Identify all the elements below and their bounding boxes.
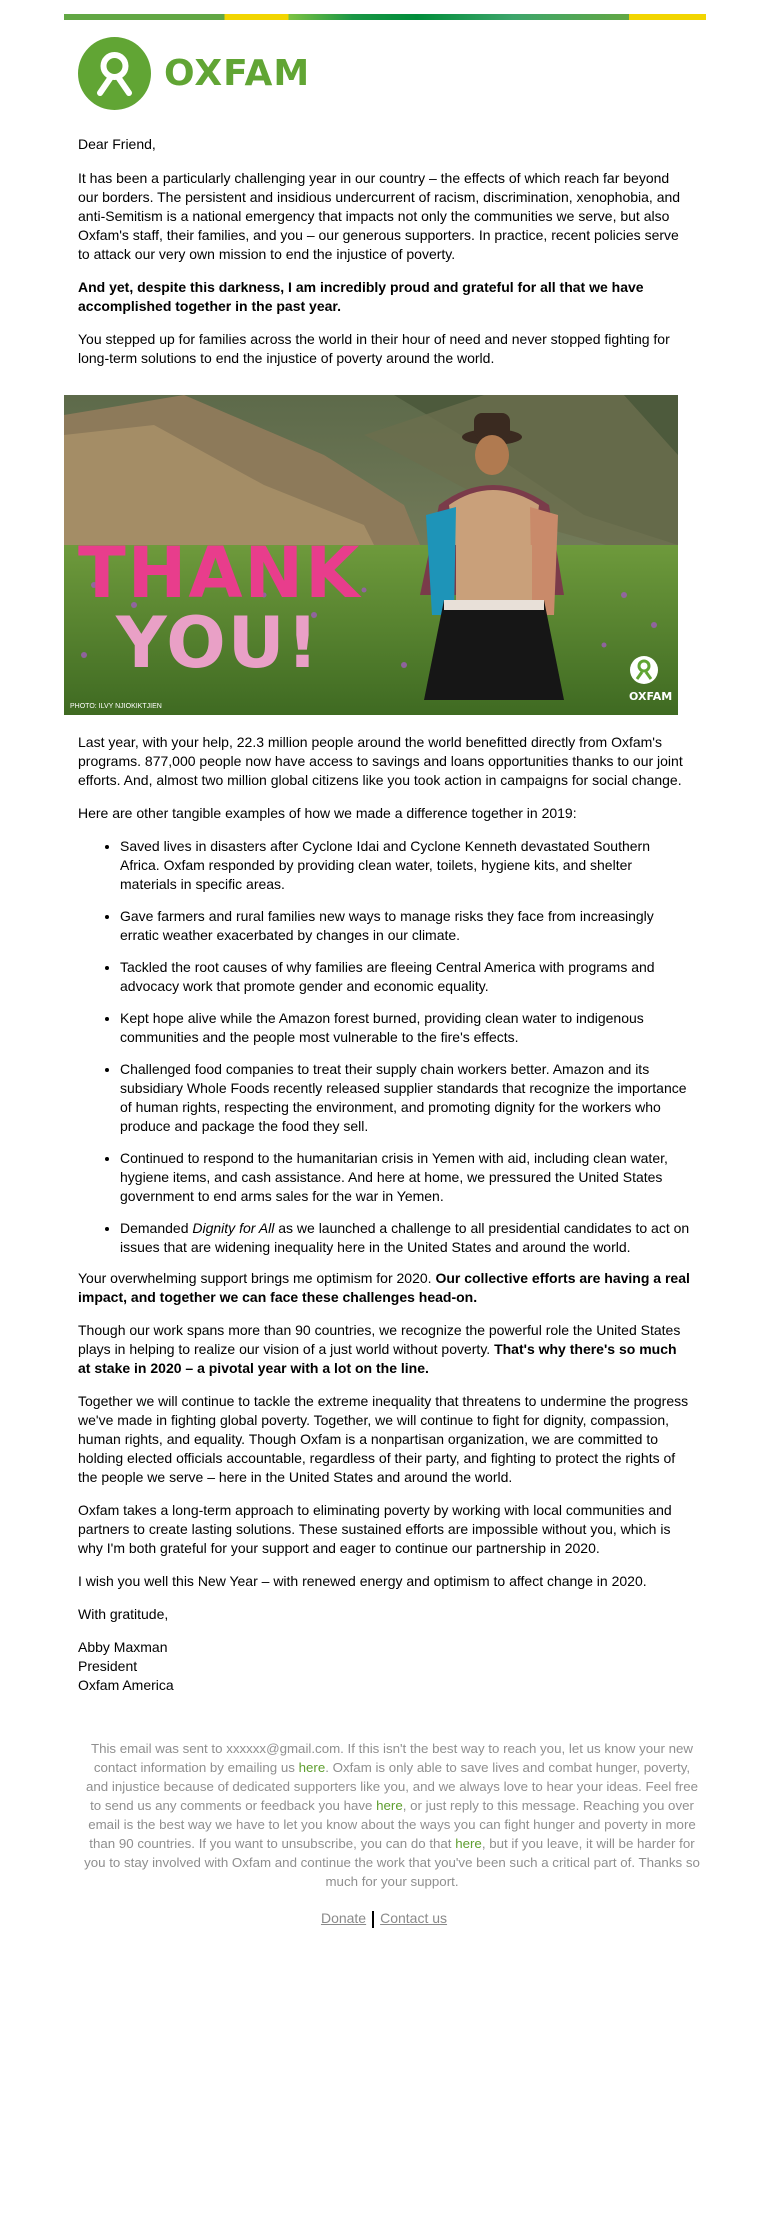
thank-you-hero-image: [64, 395, 678, 715]
unsubscribe-link[interactable]: here: [455, 1836, 482, 1851]
body-paragraph: [78, 1269, 692, 1307]
paragraph-bold-text: Our collective efforts are having a real impact, and together we can face these challenges head-on.: [78, 1270, 690, 1305]
list-item-text: as we launched a challenge to all presidential candidates to act on issues that are widening inequality here in the United States and around the world.: [120, 1220, 690, 1255]
list-item: • Saved lives in disasters after Cyclone Idai and Cyclone Kenneth devastated Southern Africa. Oxfam responded by providing clean water, toilets, hygiene kits, and shelter materials in specific areas.: [120, 837, 692, 894]
list-item-text: Demanded: [120, 1220, 193, 1236]
greeting: Dear Friend,: [78, 136, 156, 152]
list-item: • Kept hope alive while the Amazon forest burned, providing clean water to indigenous communities and the people most vulnerable to the fire's effects.: [120, 1009, 692, 1047]
signoff: With gratitude,: [78, 1606, 169, 1622]
intro-paragraph: It has been a particularly challenging year in our country – the effects of which reach far beyond our borders. The persistent and insidious undercurrent of racism, discrimination, xenophobia, and anti-Semitism is a national emergency that impacts not only the communities we serve, but also Oxfam's staff, their families, and you – our generous supporters. In practice, recent policies serve to attack our very own mission to end the injustice of poverty.: [78, 170, 681, 262]
list-item: • Gave farmers and rural families new ways to manage risks they face from increasingly erratic weather exacerbated by changes in our climate.: [120, 907, 692, 945]
paragraph-text: Though our work spans more than 90 countries, we recognize the powerful role the United States plays in helping to realize our vision of a just world without poverty.: [78, 1322, 681, 1357]
top-color-bar: [64, 14, 706, 20]
intro-section: [78, 135, 692, 382]
body-paragraph: I wish you well this New Year – with renewed energy and optimism to affect change in 2020.: [78, 1573, 647, 1589]
signature-title: President: [78, 1658, 138, 1674]
footer-text: , or just reply to this message. Reaching you over email is the best way we have to let you know about the ways you can fight hunger and poverty in more than 90 countries. If you want to unsubscribe, you can do that: [88, 1798, 696, 1851]
oxfam-logo[interactable]: [78, 36, 310, 110]
list-item: • Challenged food companies to treat their supply chain workers better. Amazon and its subsidiary Whole Foods recently released supplier standards that recognize the importance of human rights, respecting the environment, and promoting dignity for the workers who produce and package the food they sell.: [120, 1060, 692, 1136]
dignity-for-all-emphasis: Dignity for All: [192, 1220, 275, 1236]
body-paragraph: [78, 1321, 692, 1378]
hero-you-text: YOU!: [116, 602, 321, 684]
contact-us-link[interactable]: Contact us: [380, 1910, 448, 1926]
footer-text: . Oxfam is only able to save lives and combat hunger, poverty, and injustice because of dedicated supporters like you, and we always love to hear your ideas. Feel free to send us any comments or feedback you have: [85, 1760, 698, 1813]
photo-credit: PHOTO: ILVY NJIOKIKTJIEN: [70, 703, 162, 710]
footer-text: , but if you leave, it will be harder for you to stay involved with Oxfam and continue the work that you've been such a critical part of. Thanks so much for your support.: [84, 1836, 700, 1889]
body-paragraph: Oxfam takes a long-term approach to eliminating poverty by working with local communities and partners to create lasting solutions. These sustained efforts are impossible without you, which is why I'm both grateful for your support and eager to continue our partnership in 2020.: [78, 1502, 672, 1556]
oxfam-wordmark: OXFAM: [164, 52, 311, 94]
paragraph-text: Your overwhelming support brings me optimism for 2020.: [78, 1270, 436, 1286]
footer-text: This email was sent to xxxxxx@gmail.com. If this isn't the best way to reach you, let us know your new contact information by emailing us: [90, 1741, 694, 1775]
body-paragraph: Here are other tangible examples of how we made a difference together in 2019:: [78, 805, 577, 821]
impact-list: [78, 837, 692, 1257]
feedback-link[interactable]: here: [376, 1798, 403, 1813]
contact-update-link[interactable]: here: [298, 1760, 326, 1775]
paragraph-bold-text: That's why there's so much at stake in 2020 – a pivotal year with a lot on the line.: [78, 1341, 677, 1376]
signature-name: Abby Maxman: [78, 1639, 168, 1655]
link-separator: [372, 1911, 374, 1928]
intro-paragraph-bold: And yet, despite this darkness, I am incredibly proud and grateful for all that we have accomplished together in the past year.: [78, 279, 644, 314]
main-letter-body: [78, 733, 692, 1695]
body-paragraph: Together we will continue to tackle the extreme inequality that threatens to undermine the progress we've made in fighting global poverty. Together, we will continue to fight for dignity, compassion, human rights, and equality. Though Oxfam is a nonpartisan organization, we are committed to holding elected officials accountable, regardless of their party, and fighting to protect the rights of the people we serve – here in the United States and around the world.: [78, 1393, 689, 1485]
list-item: [120, 1219, 692, 1257]
list-item: • Tackled the root causes of why families are fleeing Central America with programs and advocacy work that promote gender and economic equality.: [120, 958, 692, 996]
email-footer: [84, 1739, 700, 1891]
body-paragraph: Last year, with your help, 22.3 million people around the world benefitted directly from Oxfam's programs. 877,000 people now have access to savings and loans opportunities thanks to our joint efforts. And, almost two million global citizens like you took action in campaigns for social change.: [78, 734, 683, 788]
hero-thank-text: THANK: [78, 532, 362, 614]
signature-org: Oxfam America: [78, 1677, 174, 1693]
hero-oxfam-wordmark: OXFAM: [629, 690, 673, 703]
hero-illustration: [64, 395, 678, 715]
oxfam-logo-icon: [78, 37, 151, 110]
list-item: • Continued to respond to the humanitarian crisis in Yemen with aid, including clean water, hygiene items, and cash assistance. And here at home, we pressured the United States government to end arms sales for the war in Yemen.: [120, 1149, 692, 1206]
footer-links: [0, 1910, 768, 1928]
signature-block: [78, 1638, 692, 1695]
donate-link[interactable]: Donate: [320, 1910, 367, 1926]
intro-paragraph: You stepped up for families across the world in their hour of need and never stopped fighting for long-term solutions to end the injustice of poverty around the world.: [78, 331, 670, 366]
